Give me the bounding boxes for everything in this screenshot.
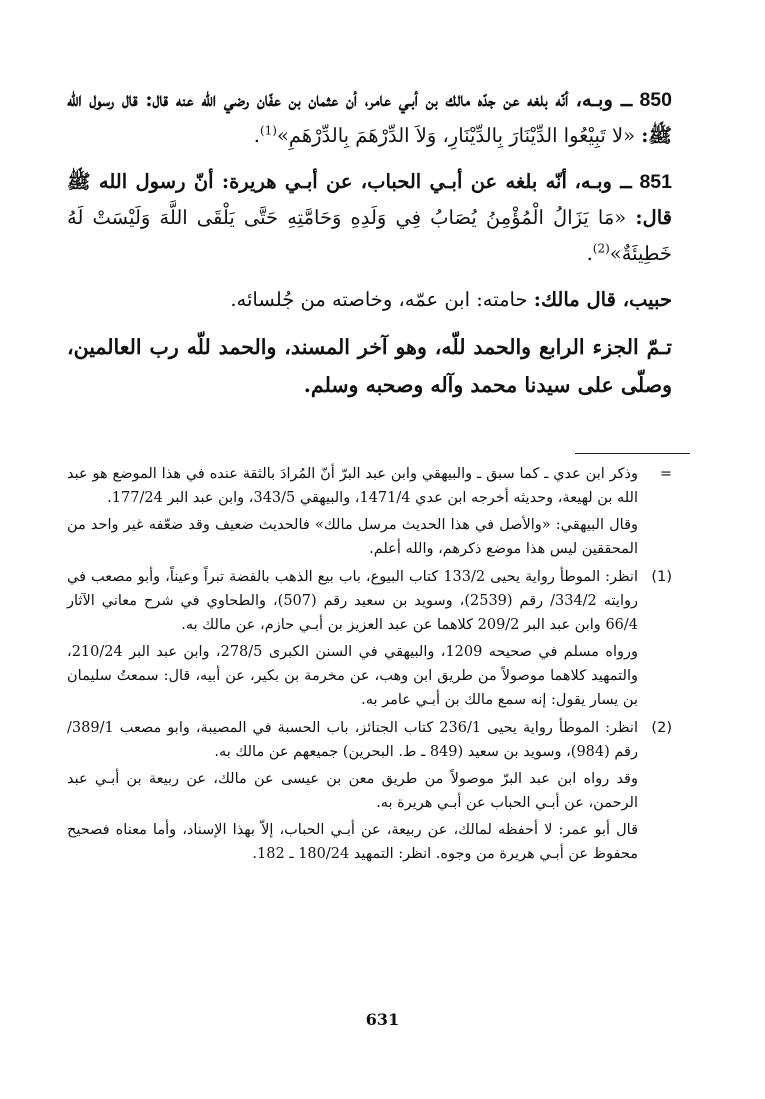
footnote-marker: (1) (651, 569, 672, 585)
footnote-paragraph: انظر: الموطأ رواية يحيى 133/2 كتاب البيوع، باب بيع الذهب بالفضة تبراً وعيناً، وأبو مصعب في روايته 334/2/ رقم (2539)، وسويد بن سعيد رقم (507)، والطحاوي في شرح معاني الآثار 66/4 وابن عبد البر 209/2 كلاهما عن عبد العزيز بن أبـي حازم، عن مالك به. (67, 569, 638, 633)
footnote-paragraph: وقال البيهقي: «والأصل في هذا الحديث مرسل مالك» فالحديث ضعيف وقد ضعّفه غير واحد من المحققين ليس هذا موضع ذكرهم، والله أعلم. (67, 517, 638, 557)
footnotes (67, 462, 672, 870)
explanation (67, 282, 672, 318)
hadith-end: . (586, 242, 593, 265)
hadith-text: أنّه بلغه عن جدّه مالك بن أبـي عامر، أن عثمان بن عفّان رضي الله عنه قال: قال رسول الله ﷺ: (67, 88, 672, 147)
footnote-divider (575, 453, 690, 454)
footnote-marker: = (659, 466, 672, 482)
footnote-1 (67, 565, 672, 712)
footnote-2 (67, 716, 672, 866)
hadith-quote: «مَا يَزَالُ الْمُؤْمِنُ يُصَابُ فِي وَلَدِهِ وَحَامَّتِهِ حَتَّى يَلْقَى اللَّهَ وَلَيْسَتْ لَهُ خَطِيئَةٌ» (67, 206, 672, 265)
hadith-lead: ــ وبـه، (575, 88, 633, 111)
footnote-ref: (1) (259, 123, 277, 138)
hadith-text: أنّه بلغه عن أبـي الحباب، عن أبـي هريرة: أنّ رسول الله ﷺ قال: (67, 170, 672, 229)
closing-colophon: تـمّ الجزء الرابع والحمد للّه، وهو آخر المسند، والحمد للّه رب العالمين، وصلّى على سيدنا محمد وآله وصحبه وسلم. (67, 335, 672, 397)
footnote-paragraph: قال أبو عمر: لا أحفظه لمالك، عن ربيعة، عن أبـي الحباب، إلاّ بهذا الإسناد، وأما معناه فصحيح محفوظ عن أبـي هريرة من وجوه. انظر: التمهيد 180/24 ـ 182. (67, 822, 638, 862)
footnote-marker: (2) (651, 720, 672, 736)
explanation-text: حامته: ابن عمّه، وخاصته من جُلسائه. (230, 288, 528, 311)
footnote-paragraph: وذكر ابن عدي ـ كما سبق ـ والبيهقي وابن عبد البرّ أنّ المُرادَ بالثقة عنده في هذا الموضع هو عبد الله بن لهيعة، وحديثه أخرجه ابن عدي 1471/4، والبيهقي 343/5، وابن عبد البر 177/24. (67, 466, 638, 506)
hadith-851 (67, 164, 672, 272)
footnote-paragraph: وقد رواه ابن عبد البرّ موصولاً من طريق معن بن عيسى عن مالك، عن ربيعة بن أبـي عبد الرحمن، عن أبـي الحباب عن أبـي هريرة به. (67, 771, 638, 811)
hadith-quote: «لا تَبِيْعُوا الدِّيْنَارَ بِالدِّيْنَارِ، وَلاَ الدِّرْهَمَ بِالدِّرْهَمِ» (276, 124, 636, 147)
hadith-lead: ــ وبـه، (574, 170, 632, 193)
hadith-number: 850 (639, 89, 672, 111)
page-number: 631 (365, 1010, 400, 1029)
hadith-end: . (253, 124, 260, 147)
footnote-continued (67, 462, 672, 561)
explanation-lead: حبيب، قال مالك: (533, 288, 672, 311)
main-text (67, 82, 672, 414)
footnote-paragraph: انظر: الموطأ رواية يحيى 236/1 كتاب الجنائز، باب الحسبة في المصيبة، وابو مصعب 389/1/ رقم (984)، وسويد بن سعيد (849 ـ ط. البحرين) جميعهم عن مالك به. (67, 720, 638, 760)
footnote-ref: (2) (592, 241, 610, 256)
footnote-paragraph: ورواه مسلم في صحيحه 1209، والبيهقي في السنن الكبرى 278/5، وابن عبد البر 210/24، والتمهيد كلاهما موصولاً من طريق ابن وهب، عن مخرمة بن بكير، عن أبيه، قال: سمعتُ سليمان بن يسار يقول: إنه سمع مالك بن أبـي عامر به. (67, 644, 638, 708)
hadith-850 (67, 82, 672, 154)
hadith-number: 851 (639, 171, 672, 193)
